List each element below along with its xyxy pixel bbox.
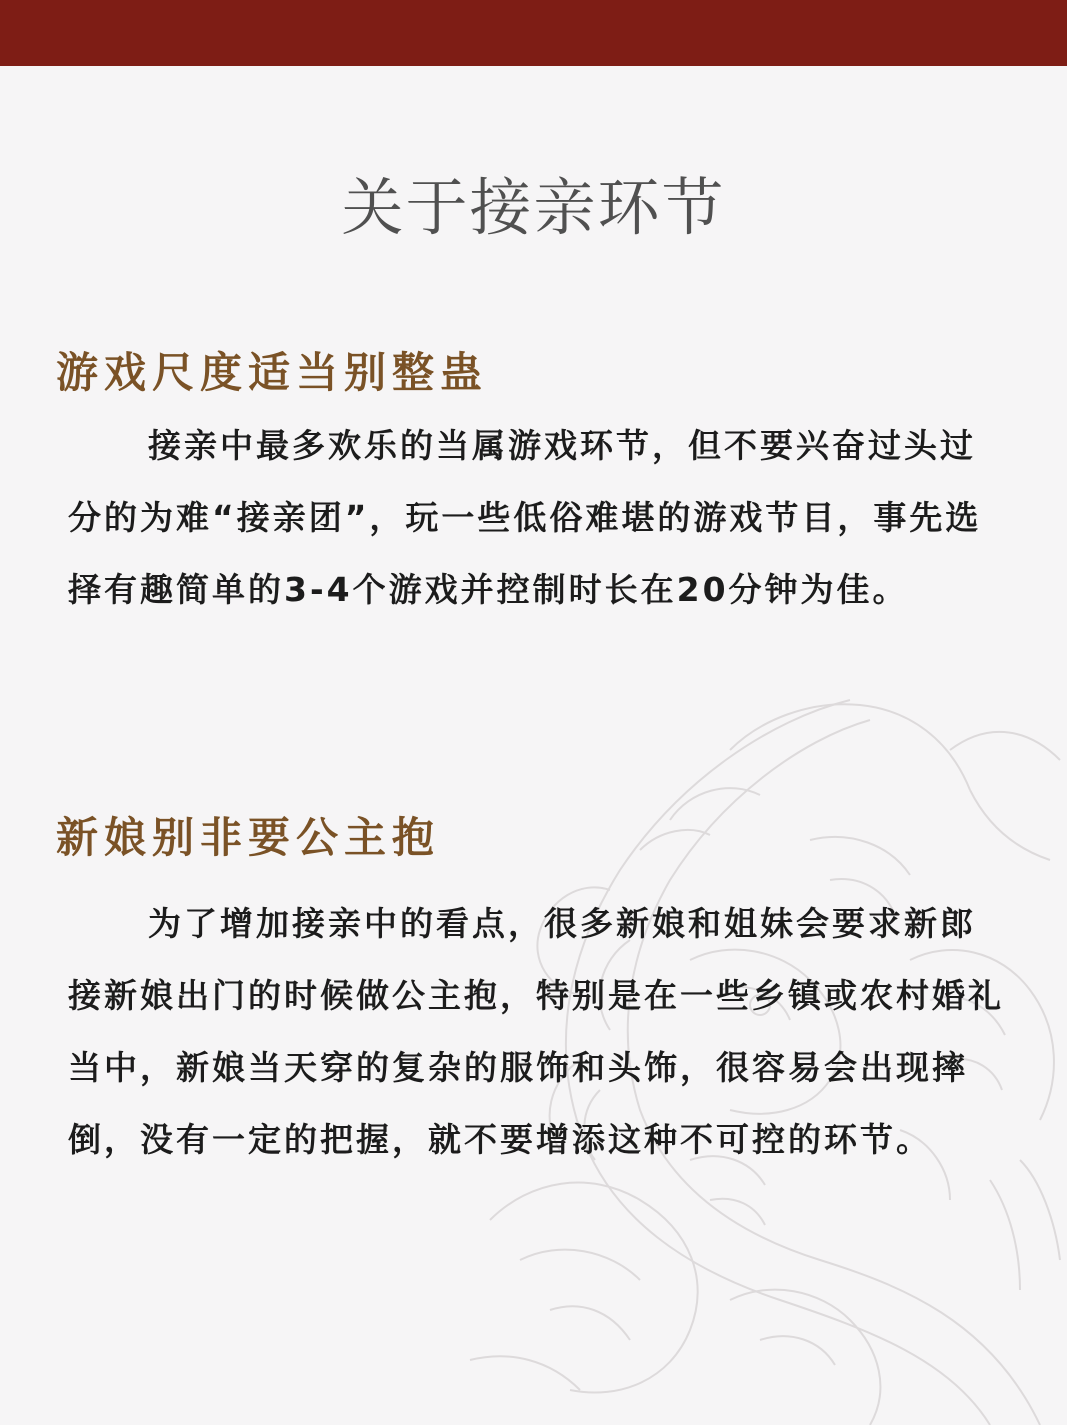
- section-heading-princess-carry: 新娘别非要公主抱: [56, 813, 441, 862]
- page-title: 关于接亲环节: [341, 171, 726, 244]
- section-body-game-scale: 接亲中最多欢乐的当属游戏环节，但不要兴奋过头过分的为难“接亲团”，玩一些低俗难堪的游戏节目，事先选择有趣简单的3-4个游戏并控制时长在20分钟为佳。: [68, 426, 982, 609]
- top-banner: [0, 0, 1067, 66]
- section-body-princess-carry: 为了增加接亲中的看点，很多新娘和姐妹会要求新郎接新娘出门的时候做公主抱，特别是在一些乡镇或农村婚礼当中，新娘当天穿的复杂的服饰和头饰，很容易会出现摔倒，没有一定的把握，就不要增添这种不可控的环节。: [68, 904, 1004, 1159]
- section-heading-game-scale: 游戏尺度适当别整蛊: [56, 348, 489, 397]
